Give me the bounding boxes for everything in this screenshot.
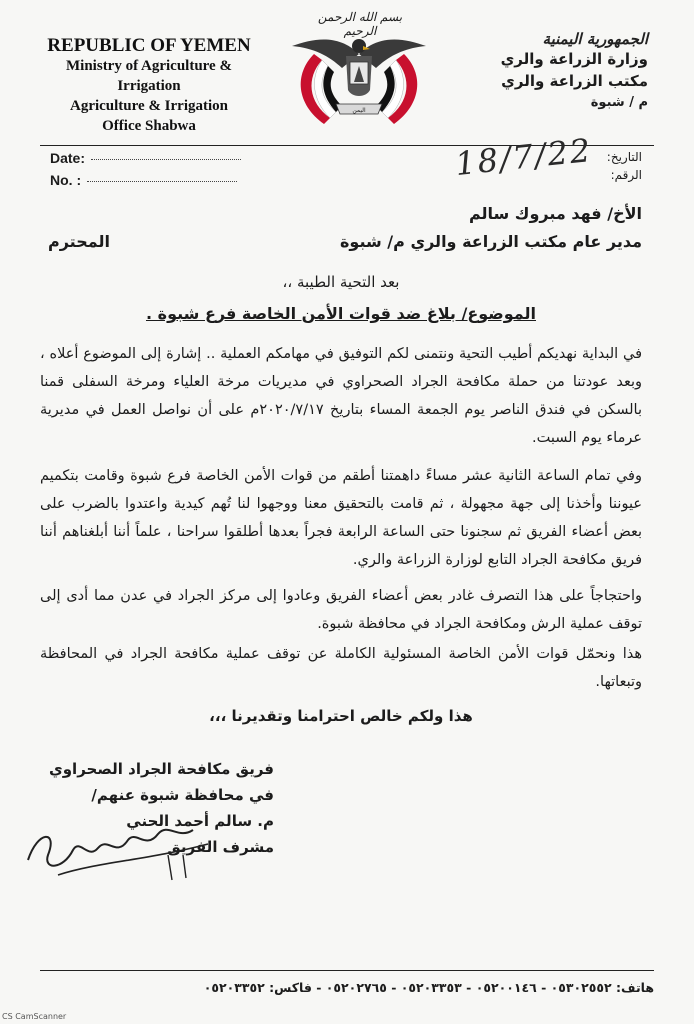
office-line1-en: Agriculture & Irrigation: [69, 98, 229, 114]
letterhead-arabic: [458, 30, 648, 114]
basmala-calligraphy: بسم الله الرحمن الرحيم: [317, 10, 403, 38]
body-paragraph-3: واحتجاجاً على هذا التصرف غادر بعض أعضاء الفريق وعادوا إلى مركز الجراد في عدن مما أدى إلى توقف عملية الرش ومكافحة الجراد في محافظة شبوة.: [40, 588, 642, 632]
greeting: بعد التحية الطيبة ،،: [282, 273, 400, 291]
recipient-honorific: المحترم: [48, 232, 110, 251]
date-label-en: Date:: [50, 150, 86, 166]
recipient-row: [40, 228, 642, 256]
branch-ar: م / شبوة: [590, 95, 648, 110]
number-dots: [87, 181, 237, 182]
body-paragraph-2: وفي تمام الساعة الثانية عشر مساءً داهمتنا أطقم من قوات الأمن الخاصة فرع شبوة وقامت بتكميم عيوننا وأخذنا إلى جهة مجهولة ، ثم قامت بالتحقيق معنا ووجهوا لنا تُهم كيدية واعتدوا بالضرب على بعض أعضاء الفريق ثم سجنونا حتى الساعة الرابعة فجراً بعدها أطلقوا سراحنا ، علماً أننا أبلغناهم أننا فريق مكافحة الجراد التابع لوزارة الزراعة والري.: [40, 468, 642, 568]
signature-line-4: مشرف الفريق: [167, 838, 274, 856]
footer-contact: هاتف: ٠٥٣٠٢٥٥٢ - ٠٥٢٠٠١٤٦ - ٠٥٢٠٣٣٥٣ - ٠٥٢٠٢٧٦٥ - فاكس: ٠٥٢٠٣٣٥٢: [203, 980, 654, 995]
svg-text:اليمن: اليمن: [352, 107, 366, 114]
body-paragraph-1: في البداية نهديكم أطيب التحية ونتمنى لكم التوفيق في مهامكم العملية .. إشارة إلى الموضوع أعلاه ، وبعد عودتنا من حملة مكافحة الجراد الصحراوي في مديريات مرخة العلياء ومرخة السفلى قمنا بالسكن في فندق الناصر يوم الجمعة المساء بتاريخ ٢٠٢٠/٧/١٧م على أن نواصل العمل في مديرية عرماء يوم السبت.: [40, 346, 642, 446]
subject-text: الموضوع/ بلاغ ضد قوات الأمن الخاصة فرع شبوة .: [145, 304, 536, 323]
ministry-line1-en: Ministry of Agriculture &: [66, 58, 232, 74]
country-name-en: REPUBLIC OF YEMEN: [47, 35, 251, 56]
handwritten-signature-icon: [18, 800, 218, 890]
scanner-watermark: CS CamScanner: [2, 1012, 67, 1021]
handwritten-date: 18/7/22: [453, 130, 594, 184]
office-line2-en: Office Shabwa: [102, 118, 196, 134]
ministry-ar: وزارة الزراعة والري: [500, 50, 648, 68]
date-label-ar: التاريخ:: [606, 150, 642, 164]
date-dots: [91, 159, 241, 160]
signature-line-2: في محافظة شبوة عنهم/: [91, 786, 274, 804]
recipient-title: مدير عام مكتب الزراعة والري م/ شبوة: [339, 232, 642, 251]
letterhead-english: [44, 36, 254, 136]
date-field-en: [50, 150, 241, 166]
signature-line-1: فريق مكافحة الجراد الصحراوي: [48, 760, 274, 778]
ministry-line2-en: Irrigation: [117, 78, 181, 94]
closing-line: هذا ولكم خالص احترامنا وتقديرنا ،،،: [209, 707, 473, 725]
yemen-eagle-emblem-icon: [284, 24, 434, 136]
subject-line: [40, 300, 642, 328]
footer-divider: [40, 970, 654, 971]
number-label-en: No. :: [50, 172, 82, 188]
signature-line-3: م. سالم أحمد الحني: [126, 812, 274, 830]
recipient-name: الأخ/ فهد مبروك سالم: [468, 204, 642, 223]
country-name-ar: الجمهورية اليمنية: [542, 30, 648, 48]
body-paragraph-4: هذا ونحمّل قوات الأمن الخاصة المسئولية الكاملة عن توقف عملية مكافحة الجراد في المحافظة وتبعاتها.: [40, 646, 642, 690]
ref-label-ar: الرقم:: [610, 168, 642, 182]
number-field-en: [50, 172, 237, 188]
office-ar: مكتب الزراعة والري: [501, 72, 648, 90]
